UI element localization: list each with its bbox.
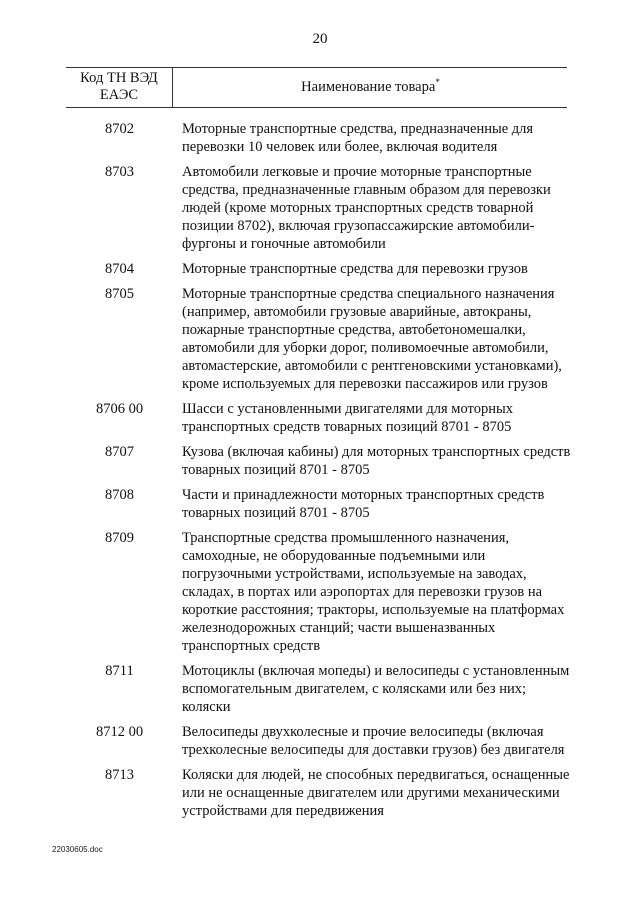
row-code: 8702 xyxy=(105,121,134,137)
row-code: 8709 xyxy=(105,530,134,546)
row-code: 8707 xyxy=(105,444,134,460)
table-row xyxy=(66,486,576,522)
row-code: 8711 xyxy=(105,663,134,679)
file-name-footer: 22030605.doc xyxy=(52,845,103,854)
table-row xyxy=(66,529,576,655)
row-code: 8713 xyxy=(105,767,134,783)
table-row xyxy=(66,766,576,820)
row-name: Кузова (включая кабины) для моторных транспортных средств товарных позиций 8701 - 8705 xyxy=(182,444,571,478)
row-name: Шасси с установленными двигателями для моторных транспортных средств товарных позиций 8701 - 8705 xyxy=(182,401,513,435)
row-code: 8704 xyxy=(105,261,134,277)
table-row xyxy=(66,662,576,716)
row-code: 8712 00 xyxy=(95,724,144,740)
row-code: 8706 00 xyxy=(95,401,144,417)
table-row xyxy=(66,285,576,393)
header-name-column xyxy=(174,68,567,107)
table-row xyxy=(66,120,576,156)
row-name: Моторные транспортные средства специального назначения (например, автомобили грузовые аварийные, автокраны, пожарные транспортные средства, автобетономешалки, автомобили для уборки дорог, поливомоечные автомобили, автомастерские, автомобили с рентгеновскими установками), кроме используемых для перевозки пассажиров или грузов xyxy=(182,286,562,392)
row-name: Моторные транспортные средства для перевозки грузов xyxy=(182,261,528,277)
table-row xyxy=(66,723,576,759)
table-body xyxy=(66,120,576,827)
row-code: 8708 xyxy=(105,487,134,503)
row-code: 8705 xyxy=(105,286,134,302)
row-name: Велосипеды двухколесные и прочие велосипеды (включая трехколесные велосипеды для доставки грузов) без двигателя xyxy=(182,724,565,758)
row-name: Автомобили легковые и прочие моторные транспортные средства, предназначенные главным образом для перевозки людей (кроме моторных транспортных средств товарной позиции 8702), включая грузопассажирские автомобили-фургоны и гоночные автомобили xyxy=(182,164,551,252)
row-name: Коляски для людей, не способных передвигаться, оснащенные или не оснащенные двигателем или другими механическими устройствами для передвижения xyxy=(182,767,570,819)
header-code-column: Код ТН ВЭД ЕАЭС xyxy=(66,68,173,107)
footnote-mark: * xyxy=(435,77,440,88)
row-name: Транспортные средства промышленного назначения, самоходные, не оборудованные подъемными или погрузочными устройствами, используемые на заводах, складах, в портах или аэропортах для перевозки грузов на короткие расстояния; тракторы, используемые на платформах железнодорожных станций; части вышеназванных транспортных средств xyxy=(182,530,565,654)
table-row xyxy=(66,163,576,253)
table-row xyxy=(66,260,576,278)
row-name: Части и принадлежности моторных транспортных средств товарных позиций 8701 - 8705 xyxy=(182,487,545,521)
table-row xyxy=(66,400,576,436)
row-code: 8703 xyxy=(105,164,134,180)
page-number: 20 xyxy=(312,31,328,47)
table-header xyxy=(66,67,567,108)
row-name: Мотоциклы (включая мопеды) и велосипеды с установленным вспомогательным двигателем, с колясками или без них; коляски xyxy=(182,663,570,715)
header-name-label: Наименование товара xyxy=(301,79,436,95)
table-row xyxy=(66,443,576,479)
row-name: Моторные транспортные средства, предназначенные для перевозки 10 человек или более, включая водителя xyxy=(182,121,534,155)
